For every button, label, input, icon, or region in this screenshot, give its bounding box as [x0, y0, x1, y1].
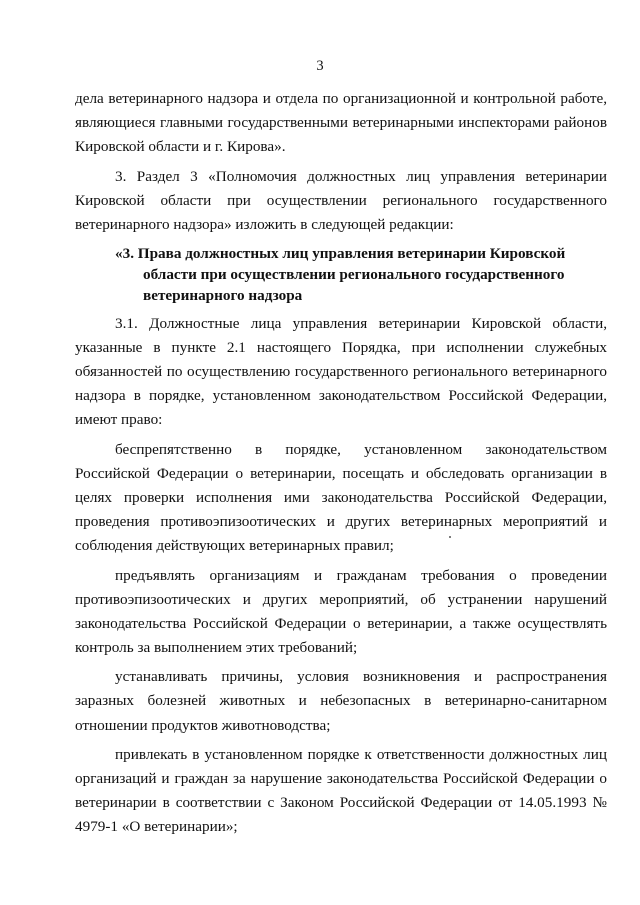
- scan-speck: [449, 536, 451, 538]
- document-body: [75, 87, 607, 845]
- right-establish-causes-paragraph: устанавливать причины, условия возникновения и распространения заразных болезней животных и небезопасных в ветеринарно-санитарном отношении продуктов животноводства;: [75, 668, 607, 734]
- right-inspect-paragraph: беспрепятственно в порядке, установленном законодательством Российской Федерации о ветеринарии, посещать и обследовать организации в целях проверки исполнения ими законодательства Российской Федерации, проведения противоэпизоотических и других ветеринарных мероприятий и соблюдения действующих ветеринарных правил;: [75, 440, 607, 554]
- continuation-paragraph: дела ветеринарного надзора и отдела по организационной и контрольной работе, являющиеся главными государственными ветеринарными инспекторами районов Кировской области и г. Кирова».: [75, 90, 607, 156]
- section-heading-line1: «3. Права должностных лиц управления ветеринарии Кировской: [115, 244, 566, 262]
- section-heading-rest: области при осуществлении регионального государственного ветеринарного надзора: [143, 265, 565, 304]
- right-prosecute-paragraph: привлекать в установленном порядке к ответственности должностных лиц организаций и граждан за нарушение законодательства Российской Федерации о ветеринарии в соответствии с Законом Российской Федерации от 14.05.1993 № 4979-1 «О ветеринарии»;: [75, 746, 607, 836]
- amendment-paragraph: 3. Раздел 3 «Полномочия должностных лиц управления ветеринарии Кировской области при осуществлении регионального государственного ветеринарного надзора» изложить в следующей редакции:: [75, 167, 607, 233]
- right-demand-paragraph: предъявлять организациям и гражданам требования о проведении противоэпизоотических и других мероприятий, об устранении нарушений законодательства Российской Федерации о ветеринарии, а также осуществлять контроль за выполнением этих требований;: [75, 566, 607, 656]
- section-heading: [75, 243, 607, 306]
- page-number: 3: [316, 58, 324, 74]
- clause-3-1: 3.1. Должностные лица управления ветеринарии Кировской области, указанные в пункте 2.1 настоящего Порядка, при исполнении служебных обязанностей по осуществлению государственного регионального ветеринарного надзора в порядке, установленном законодательством Российской Федерации, имеют право:: [75, 314, 607, 428]
